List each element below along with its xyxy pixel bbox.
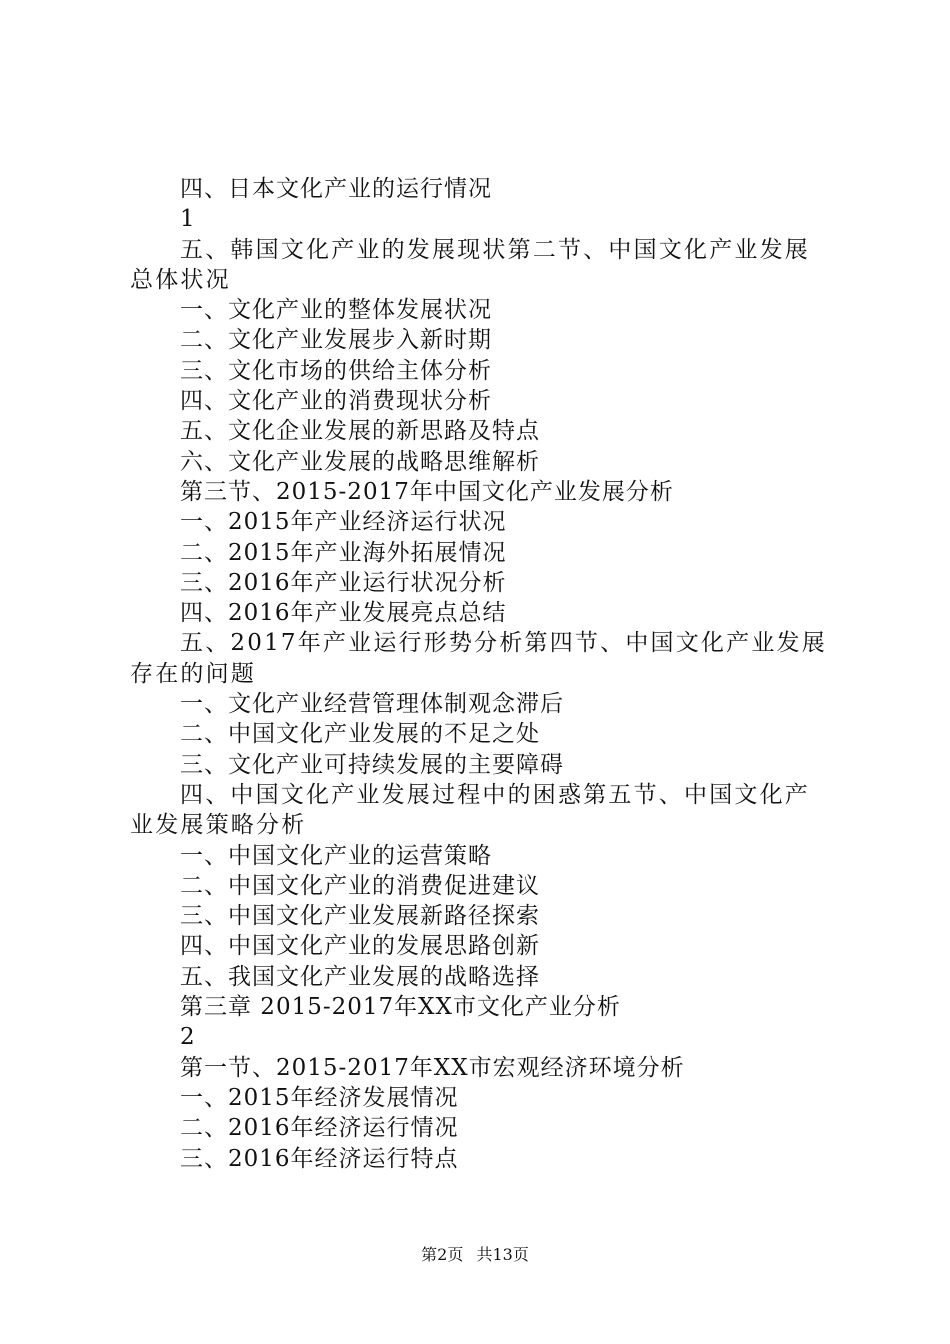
text-line: 二、2016年经济运行情况 — [180, 1115, 459, 1142]
text-line: 三、中国文化产业发展新路径探索 — [180, 903, 540, 930]
text-line: 四、中国文化产业的发展思路创新 — [180, 933, 540, 960]
text-line: 1 — [180, 206, 196, 233]
document-body — [130, 174, 835, 1174]
text-line: 五、韩国文化产业的发展现状第二节、中国文化产业发展总体状况 — [130, 236, 810, 293]
text-line: 五、2017年产业运行形势分析第四节、中国文化产业发展存在的问题 — [130, 630, 827, 687]
text-line: 五、我国文化产业发展的战略选择 — [180, 963, 540, 990]
text-line: 一、2015年经济发展情况 — [180, 1084, 459, 1111]
text-line: 四、文化产业的消费现状分析 — [180, 388, 492, 415]
text-line: 二、中国文化产业的消费促进建议 — [180, 872, 540, 899]
current-page-label: 第2页 — [421, 1245, 464, 1264]
text-line: 四、2016年产业发展亮点总结 — [180, 600, 507, 627]
text-line: 五、文化企业发展的新思路及特点 — [180, 418, 540, 445]
page-footer — [0, 1242, 950, 1265]
text-line: 三、文化市场的供给主体分析 — [180, 357, 492, 384]
text-line: 一、文化产业经营管理体制观念滞后 — [180, 691, 564, 718]
text-line: 第三章 2015-2017年XX市文化产业分析 — [180, 994, 621, 1021]
text-line: 二、文化产业发展步入新时期 — [180, 327, 492, 354]
text-line: 六、文化产业发展的战略思维解析 — [180, 448, 540, 475]
text-line: 三、2016年经济运行特点 — [180, 1145, 459, 1172]
text-line: 第三节、2015-2017年中国文化产业发展分析 — [180, 478, 674, 505]
text-line: 四、中国文化产业发展过程中的困惑第五节、中国文化产业发展策略分析 — [130, 781, 810, 839]
text-line: 四、日本文化产业的运行情况 — [180, 176, 492, 202]
text-line: 一、文化产业的整体发展状况 — [180, 297, 492, 324]
text-line: 三、文化产业可持续发展的主要障碍 — [180, 751, 564, 778]
text-line: 第一节、2015-2017年XX市宏观经济环境分析 — [180, 1054, 685, 1081]
total-pages-label: 共13页 — [476, 1245, 529, 1264]
text-line: 三、2016年产业运行状况分析 — [180, 569, 507, 596]
text-line: 一、2015年产业经济运行状况 — [180, 509, 507, 536]
text-line: 一、中国文化产业的运营策略 — [180, 842, 492, 869]
text-line: 2 — [180, 1024, 196, 1051]
text-line: 二、中国文化产业发展的不足之处 — [180, 721, 540, 748]
text-line: 二、2015年产业海外拓展情况 — [180, 539, 507, 566]
